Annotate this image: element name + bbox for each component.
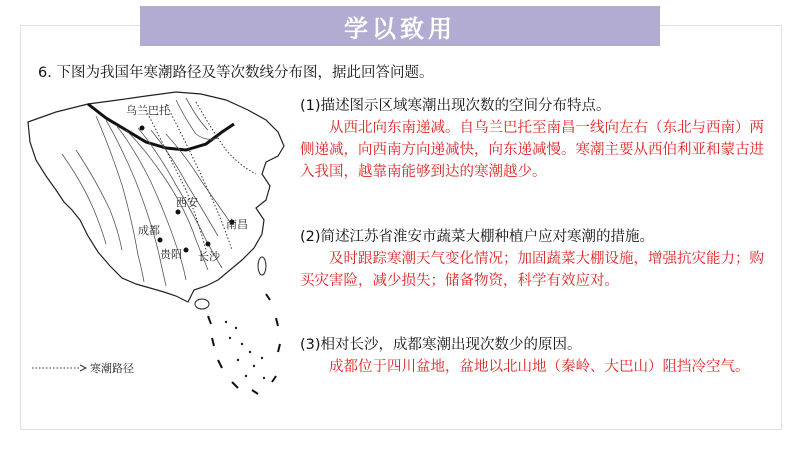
south-sea-islands [225,321,265,379]
legend-label: 寒潮路径 [90,362,134,375]
label-xian: 西安 [176,196,198,209]
answer-1: 从西北向东南递减。自乌兰巴托至南昌一线向左右（东北与西南）两侧递减，向西南方向递减快，向东递减慢。寒潮主要从西伯利亚和蒙古进入我国，越靠南能够到达的寒潮越少。 [300,120,764,180]
taiwan [258,257,266,275]
south-sea-dashes [208,294,280,394]
legend-arrow-icon [80,365,86,371]
label-nanchang: 南昌 [226,218,248,231]
answer-3: 成都位于四川盆地，盆地以北山地（秦岭、大巴山）阻挡冷空气。 [329,359,750,375]
question-stem: 6. 下图为我国年寒潮路径及等次数线分布图，据此回答问题。 [38,65,434,81]
question-3: (3)相对长沙，成都寒潮出现次数少的原因。 [300,337,582,353]
label-changsha: 长沙 [198,250,220,263]
qa-item-1 [300,95,778,183]
question-2: (2)简述江苏省淮安市蔬菜大棚种植户应对寒潮的措施。 [300,229,655,245]
answer-2: 及时跟踪寒潮天气变化情况；加固蔬菜大棚设施，增强抗灾能力；购买灾害险，减少损失；储备物资，科学有效应对。 [300,251,764,289]
label-ulaanbaatar: 乌兰巴托 [126,104,170,117]
banner-title: 学以致用 [344,14,456,43]
label-chengdu: 成都 [138,224,160,237]
map-svg [26,90,296,410]
hainan [195,299,209,309]
label-guiyang: 贵阳 [160,248,182,261]
cold-wave-map [26,90,296,410]
qa-item-2 [300,226,778,292]
qa-item-3 [300,334,778,378]
question-1: (1)描述图示区域寒潮出现次数的空间分布特点。 [300,98,611,114]
china-outline [28,92,284,302]
section-banner [140,6,660,46]
